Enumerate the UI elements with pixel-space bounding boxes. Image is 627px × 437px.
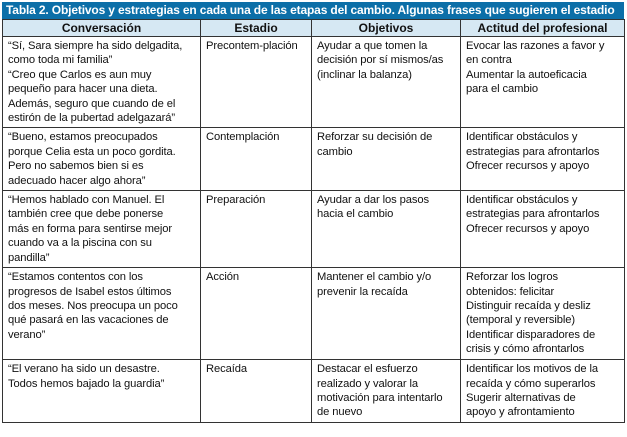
cell-conversacion: “Sí, Sara siempre ha sido delgadita, como toda mi familia” “Creo que Carlos es aun muy pequeño para hacer una dieta. Además, seguro que cuando de el estirón de la pubertad adelgazará” (3, 37, 201, 128)
header-estadio: Estadio (201, 20, 312, 37)
cell-estadio: Recaída (201, 360, 312, 423)
table-figure (2, 2, 624, 423)
cell-estadio: Contemplación (201, 128, 312, 191)
cell-objetivos: Destacar el esfuerzo realizado y valorar la motivación para intentarlo de nuevo (312, 360, 461, 423)
table-row (3, 268, 625, 360)
cell-actitud: Reforzar los logros obtenidos: felicitar Distinguir recaída y desliz (temporal y reversible) Identificar disparadores de crisis y cómo afrontarlos (461, 268, 625, 360)
cell-actitud: Identificar obstáculos y estrategias para afrontarlos Ofrecer recursos y apoyo (461, 191, 625, 268)
cell-objetivos: Ayudar a que tomen la decisión por sí mismos/as (inclinar la balanza) (312, 37, 461, 128)
cell-objetivos: Reforzar su decisión de cambio (312, 128, 461, 191)
cell-estadio: Preparación (201, 191, 312, 268)
table-title: Tabla 2. Objetivos y estrategias en cada una de las etapas del cambio. Algunas frases que sugieren el estadio (2, 2, 624, 19)
table-row (3, 191, 625, 268)
table-row (3, 360, 625, 423)
table-row (3, 37, 625, 128)
cell-estadio: Acción (201, 268, 312, 360)
cell-actitud: Identificar obstáculos y estrategias para afrontarlos Ofrecer recursos y apoyo (461, 128, 625, 191)
header-row (3, 20, 625, 37)
cell-estadio: Precontem-plación (201, 37, 312, 128)
cell-actitud: Evocar las razones a favor y en contra Aumentar la autoeficacia para el cambio (461, 37, 625, 128)
cell-conversacion: “El verano ha sido un desastre. Todos hemos bajado la guardia” (3, 360, 201, 423)
cell-conversacion: “Estamos contentos con los progresos de Isabel estos últimos dos meses. Nos preocupa un poco qué pasará en las vacaciones de verano” (3, 268, 201, 360)
cell-conversacion: “Hemos hablado con Manuel. El también cree que debe ponerse más en forma para sentirse mejor cuando va a la piscina con su pandilla” (3, 191, 201, 268)
cell-objetivos: Mantener el cambio y/o prevenir la recaída (312, 268, 461, 360)
header-actitud: Actitud del profesional (461, 20, 625, 37)
cell-conversacion: “Bueno, estamos preocupados porque Celia esta un poco gordita. Pero no sabemos bien si es adecuado hacer algo ahora” (3, 128, 201, 191)
stages-table (2, 19, 625, 423)
header-objetivos: Objetivos (312, 20, 461, 37)
cell-actitud: Identificar los motivos de la recaída y cómo superarlos Sugerir alternativas de apoyo y afrontamiento (461, 360, 625, 423)
cell-objetivos: Ayudar a dar los pasos hacia el cambio (312, 191, 461, 268)
table-row (3, 128, 625, 191)
header-conversacion: Conversación (3, 20, 201, 37)
